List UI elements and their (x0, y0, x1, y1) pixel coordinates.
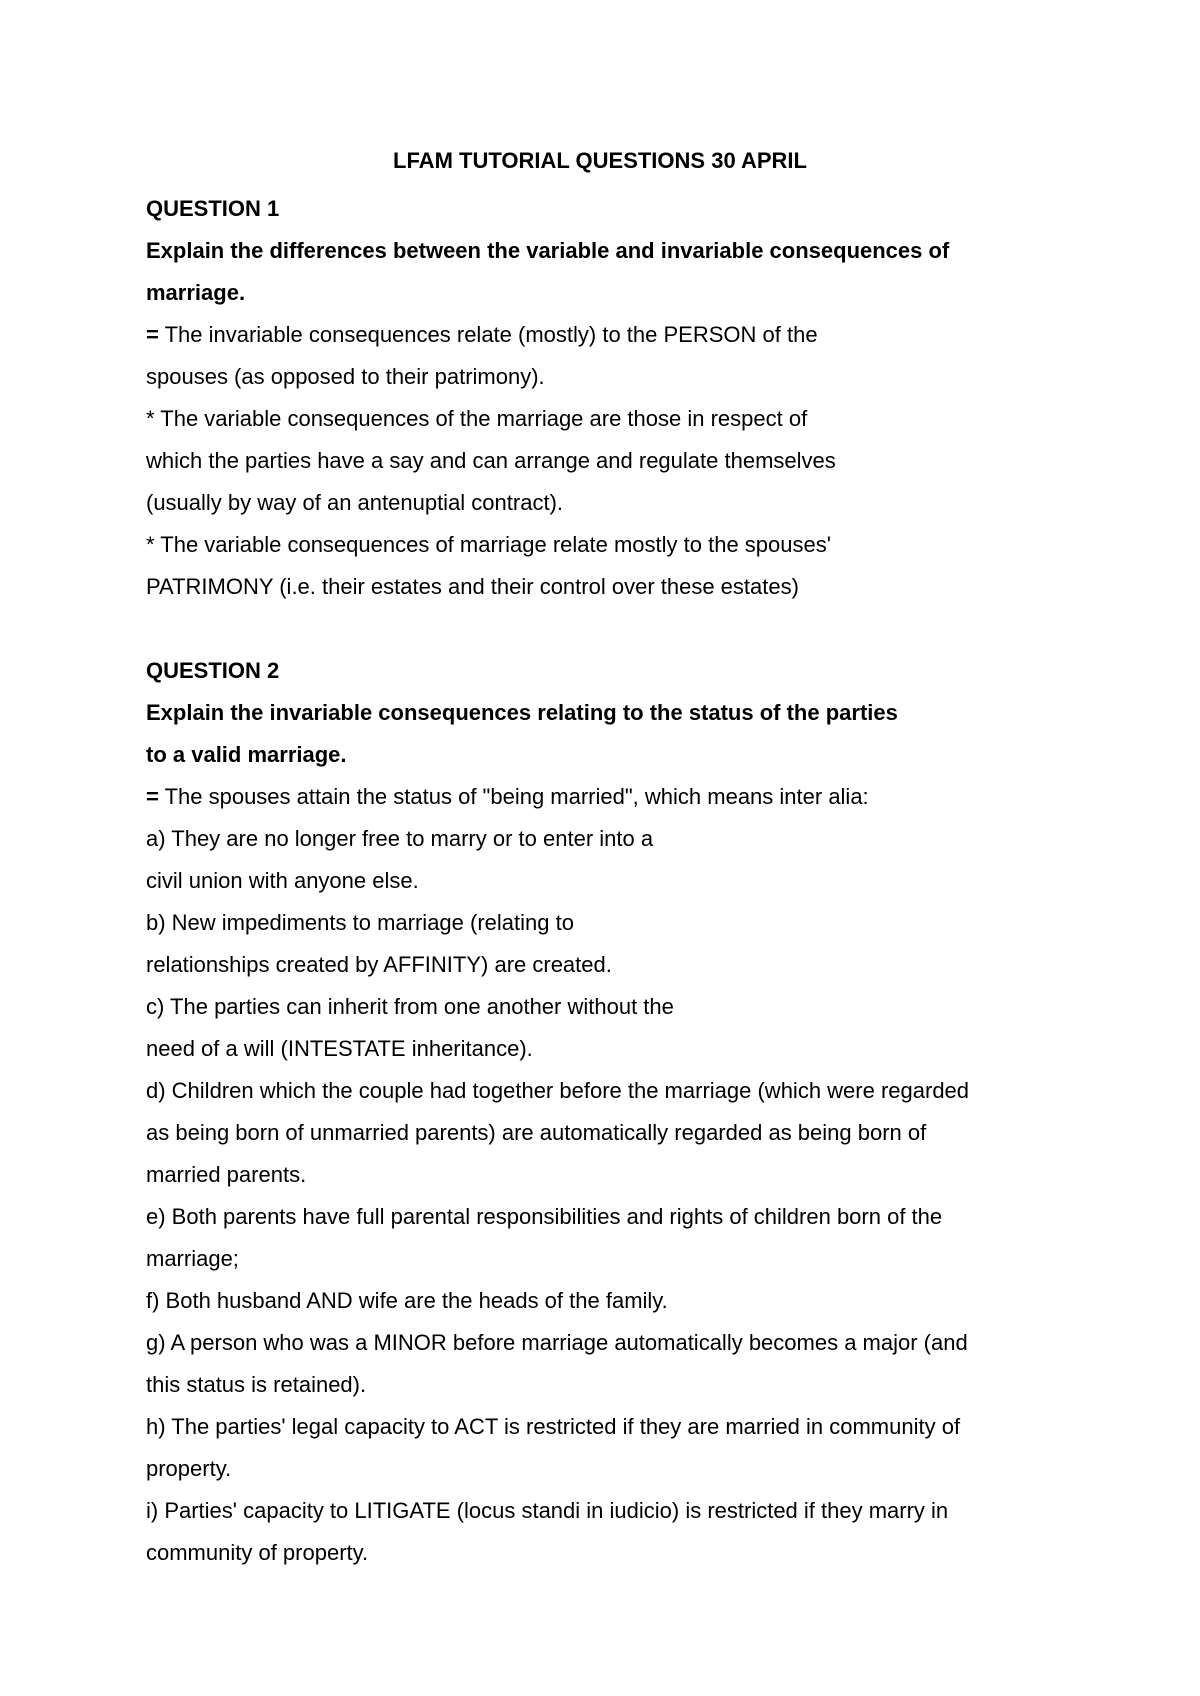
answer-2-line-1-text: The spouses attain the status of "being married", which means inter alia: (158, 784, 869, 809)
answer-2-line-3: civil union with anyone else. (146, 868, 419, 893)
answer-2-line-17: property. (146, 1456, 232, 1481)
question-1-section (146, 188, 1076, 608)
answer-2-line-18: i) Parties' capacity to LITIGATE (locus standi in iudicio) is restricted if they marry in (146, 1498, 949, 1523)
section-spacer (146, 608, 1076, 650)
question-2-text-line-1: Explain the invariable consequences relating to the status of the parties (146, 700, 898, 725)
answer-1-line-6: * The variable consequences of marriage relate mostly to the spouses' (146, 532, 831, 557)
answer-2-line-4: b) New impediments to marriage (relating to (146, 910, 574, 935)
answer-1-line-2: spouses (as opposed to their patrimony). (146, 364, 545, 389)
answer-2-line-10: married parents. (146, 1162, 307, 1187)
answer-1-line-7: PATRIMONY (i.e. their estates and their control over these estates) (146, 574, 799, 599)
answer-2-line-2: a) They are no longer free to marry or to enter into a (146, 826, 654, 851)
question-1-text-line-1: Explain the differences between the variable and invariable consequences of (146, 238, 950, 263)
answer-2-marker: = (146, 784, 159, 809)
answer-2-line-15: this status is retained). (146, 1372, 367, 1397)
answer-2-line-8: d) Children which the couple had together before the marriage (which were regarded (146, 1078, 970, 1103)
answer-2-line-16: h) The parties' legal capacity to ACT is restricted if they are married in community of (146, 1414, 961, 1439)
answer-1-line-1-text: The invariable consequences relate (mostly) to the PERSON of the (158, 322, 818, 347)
answer-1-marker: = (146, 322, 159, 347)
answer-2-line-13: f) Both husband AND wife are the heads of the family. (146, 1288, 668, 1313)
answer-2-line-5: relationships created by AFFINITY) are created. (146, 952, 612, 977)
document-body (146, 188, 1076, 1574)
answer-2-line-11: e) Both parents have full parental responsibilities and rights of children born of the (146, 1204, 943, 1229)
answer-2-line-6: c) The parties can inherit from one another without the (146, 994, 674, 1019)
answer-1-line-5: (usually by way of an antenuptial contract). (146, 490, 564, 515)
question-2-heading: QUESTION 2 (146, 658, 280, 683)
question-2-section (146, 650, 1076, 1574)
question-1-text-line-2: marriage. (146, 280, 246, 305)
answer-2-line-14: g) A person who was a MINOR before marriage automatically becomes a major (and (146, 1330, 968, 1355)
answer-2-line-19: community of property. (146, 1540, 369, 1565)
answer-2-line-9: as being born of unmarried parents) are automatically regarded as being born of (146, 1120, 927, 1145)
answer-1-line-1 (146, 314, 1076, 356)
answer-1-line-3: * The variable consequences of the marriage are those in respect of (146, 406, 808, 431)
question-1-heading: QUESTION 1 (146, 196, 280, 221)
document-title: LFAM TUTORIAL QUESTIONS 30 APRIL (393, 148, 807, 173)
question-2-text-line-2: to a valid marriage. (146, 742, 347, 767)
answer-2-line-12: marriage; (146, 1246, 239, 1271)
answer-1-line-4: which the parties have a say and can arrange and regulate themselves (146, 448, 836, 473)
answer-2-line-1 (146, 776, 1076, 818)
answer-2-line-7: need of a will (INTESTATE inheritance). (146, 1036, 533, 1061)
